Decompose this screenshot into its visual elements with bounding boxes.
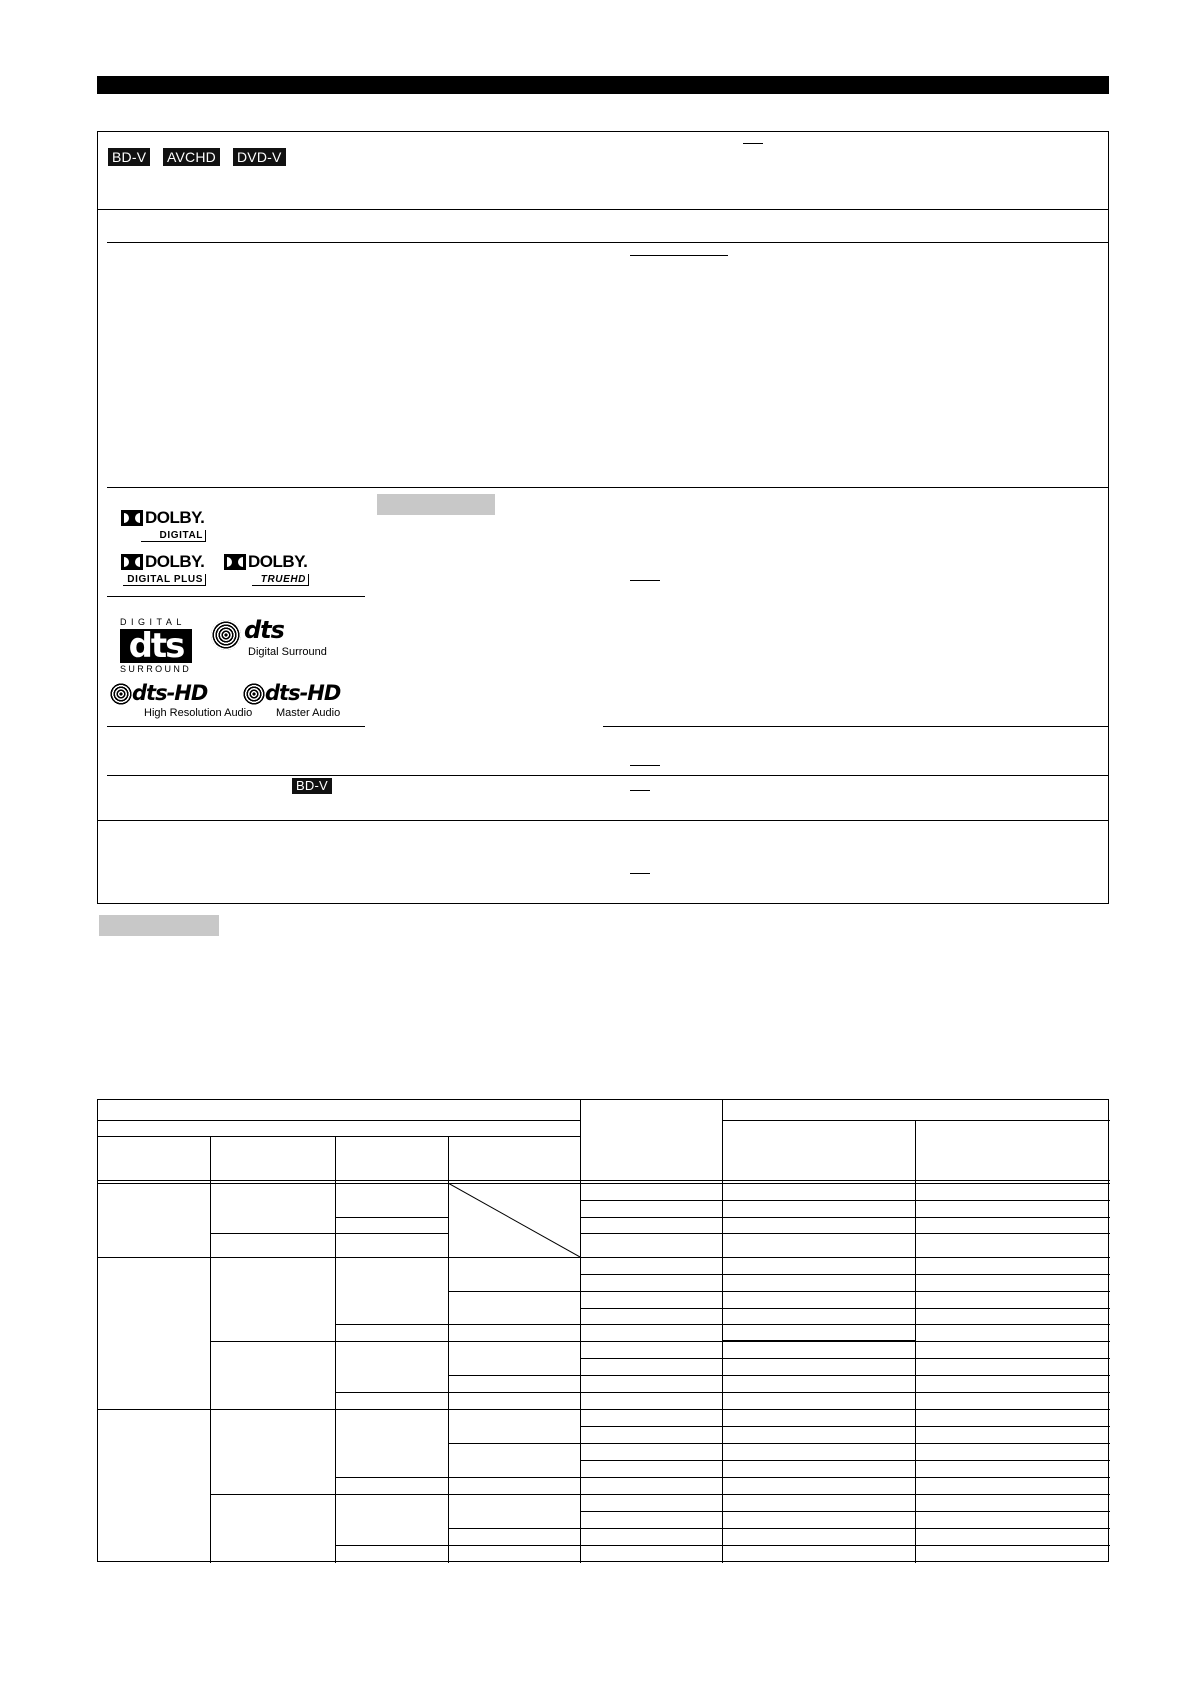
- underline-mark: [630, 873, 650, 874]
- dts-box-bottom-text: SURROUND: [120, 664, 192, 674]
- underline-mark: [743, 143, 763, 144]
- format-tag-bd-v-row: BD-V: [292, 778, 332, 794]
- audio-output-table: [97, 1099, 1109, 1562]
- divider: [97, 820, 1109, 821]
- diagonal-line: [448, 1183, 580, 1257]
- dts-disc-icon: [243, 683, 265, 705]
- dts-hd-hra-mark: dts-HD: [132, 681, 208, 705]
- divider: [603, 726, 1109, 727]
- divider: [97, 209, 1109, 210]
- highlighted-cell: [722, 1324, 916, 1341]
- highlighted-cell: [722, 1217, 916, 1234]
- underline-mark: [630, 765, 660, 766]
- dts-digital-surround-caption: Digital Surround: [248, 646, 327, 658]
- dts-box-logo: dts: [120, 629, 192, 663]
- divider: [107, 596, 365, 597]
- dolby-double-d-icon: [121, 510, 143, 526]
- dolby-digital-logo: DOLBY. DIGITAL: [121, 508, 211, 540]
- underline-mark: [630, 790, 650, 791]
- grey-label-box: [99, 915, 219, 936]
- dts-box-top-text: DIGITAL: [120, 617, 186, 627]
- dts-disc-icon: [211, 620, 241, 650]
- dolby-digital-plus-logo: DOLBY. DIGITAL PLUS: [121, 552, 211, 584]
- underline-mark: [630, 255, 728, 256]
- divider: [107, 775, 1109, 776]
- dolby-double-d-icon: [224, 554, 246, 570]
- divider: [107, 242, 1109, 243]
- dolby-truehd-logo: DOLBY. TRUEHD: [224, 552, 314, 584]
- divider: [107, 726, 365, 727]
- format-tag-dvd-v: DVD-V: [233, 148, 286, 166]
- settings-box: [97, 131, 1109, 904]
- dolby-double-d-icon: [121, 554, 143, 570]
- header-bar: [97, 76, 1109, 94]
- dts-hd-hra-caption: High Resolution Audio: [144, 707, 253, 719]
- format-tag-avchd: AVCHD: [163, 148, 220, 166]
- format-tag-bd-v: BD-V: [108, 148, 150, 166]
- dts-hd-ma-caption: Master Audio: [276, 707, 341, 719]
- dts-digital-surround-mark: dts: [244, 616, 284, 644]
- grey-label-box: [377, 494, 495, 515]
- dts-hd-ma-mark: dts-HD: [265, 681, 341, 705]
- dts-disc-icon: [110, 683, 132, 705]
- underline-mark: [630, 580, 660, 581]
- divider: [107, 487, 1109, 488]
